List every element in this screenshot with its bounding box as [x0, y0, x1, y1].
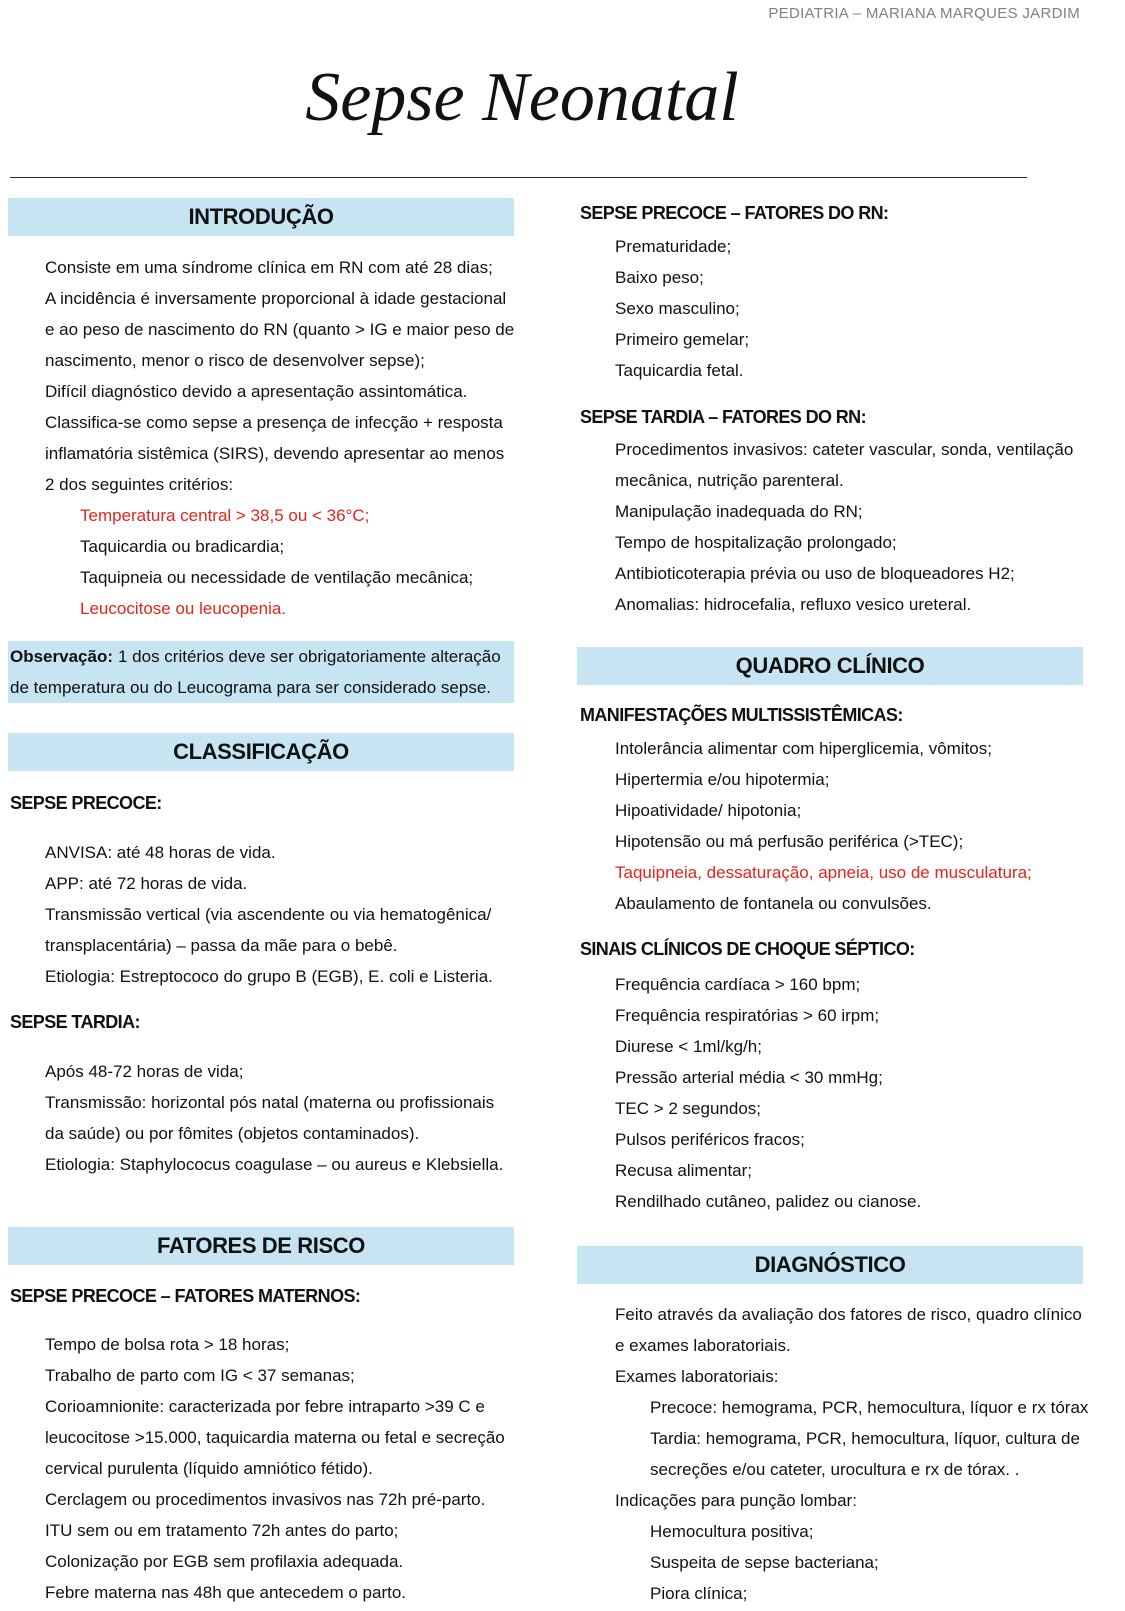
exame-item: secreções e/ou cateter, urocultura e rx de tórax. . [650, 1460, 1020, 1479]
intro-line: inflamatória sistêmica (SIRS), devendo apresentar ao menos [45, 444, 505, 463]
subheading-fatores-rn-precoce: SEPSE PRECOCE – FATORES DO RN: [580, 203, 889, 223]
list-item: Taquicardia fetal. [615, 361, 744, 380]
list-item: Hipotensão ou má perfusão periférica (>TEC); [615, 832, 964, 851]
puncao-list [650, 1516, 879, 1609]
observation-label: Observação: [10, 647, 113, 666]
list-item: Transmissão: horizontal pós natal (materna ou profissionais [45, 1093, 495, 1112]
list-item: Antibioticoterapia prévia ou uso de bloqueadores H2; [615, 564, 1015, 583]
list-item: Intolerância alimentar com hiperglicemia, vômitos; [615, 739, 992, 758]
list-item: da saúde) ou por fômites (objetos contaminados). [45, 1124, 420, 1143]
subheading-choque-septico: SINAIS CLÍNICOS DE CHOQUE SÉPTICO: [580, 939, 915, 959]
list-item: cervical purulenta (líquido amniótico fétido). [45, 1459, 373, 1478]
fatores-maternos-list [45, 1329, 505, 1608]
intro-line: Consiste em uma síndrome clínica em RN com até 28 dias; [45, 258, 493, 277]
list-item: Hipoatividade/ hipotonia; [615, 801, 802, 820]
diagnostico-text [615, 1299, 1082, 1392]
list-item: Colonização por EGB sem profilaxia adequada. [45, 1552, 404, 1571]
list-item: Pulsos periféricos fracos; [615, 1130, 805, 1149]
list-item: Procedimentos invasivos: cateter vascular, sonda, ventilação [615, 440, 1074, 459]
list-item-highlighted: Taquipneia, dessaturação, apneia, uso de musculatura; [615, 863, 1032, 882]
manifestacoes-list [615, 733, 1032, 919]
list-item: TEC > 2 segundos; [615, 1099, 762, 1118]
list-item: Recusa alimentar; [615, 1161, 753, 1180]
list-item: Pressão arterial média < 30 mmHg; [615, 1068, 883, 1087]
criterion-temperature: Temperatura central > 38,5 ou < 36°C; [80, 506, 370, 525]
list-item: Tempo de hospitalização prolongado; [615, 533, 897, 552]
section-heading-fatores-de-risco: FATORES DE RISCO [8, 1227, 514, 1265]
sirs-criteria-list [80, 500, 473, 624]
intro-line: 2 dos seguintes critérios: [45, 475, 234, 494]
exame-item: Precoce: hemograma, PCR, hemocultura, líquor e rx tórax [650, 1398, 1089, 1417]
list-item: Transmissão vertical (via ascendente ou via hematogênica/ [45, 905, 492, 924]
choque-septico-list [615, 969, 921, 1217]
list-item: Após 48-72 horas de vida; [45, 1062, 244, 1081]
list-item: Manipulação inadequada do RN; [615, 502, 863, 521]
list-item: Corioamnionite: caracterizada por febre intraparto >39 C e [45, 1397, 485, 1416]
observation-line: de temperatura ou do Leucograma para ser considerado sepse. [10, 678, 492, 697]
list-item: APP: até 72 horas de vida. [45, 874, 248, 893]
running-header: PEDIATRIA – MARIANA MARQUES JARDIM [768, 5, 1080, 22]
list-item: Frequência cardíaca > 160 bpm; [615, 975, 861, 994]
subheading-fatores-maternos: SEPSE PRECOCE – FATORES MATERNOS: [10, 1286, 361, 1306]
observation-box [8, 641, 514, 703]
puncao-item: Piora clínica; [650, 1584, 748, 1603]
list-item: Cerclagem ou procedimentos invasivos nas 72h pré-parto. [45, 1490, 486, 1509]
intro-line: Difícil diagnóstico devido a apresentação assintomática. [45, 382, 468, 401]
criterion-heart-rate: Taquicardia ou bradicardia; [80, 537, 285, 556]
list-item: Tempo de bolsa rota > 18 horas; [45, 1335, 290, 1354]
criterion-leukocytes: Leucocitose ou leucopenia. [80, 599, 287, 618]
subheading-fatores-rn-tardia: SEPSE TARDIA – FATORES DO RN: [580, 407, 866, 427]
list-item: Sexo masculino; [615, 299, 740, 318]
list-item: transplacentária) – passa da mãe para o bebê. [45, 936, 398, 955]
diagnostico-line: Feito através da avaliação dos fatores de risco, quadro clínico [615, 1305, 1082, 1324]
puncao-item: Suspeita de sepse bacteriana; [650, 1553, 879, 1572]
list-item: Etiologia: Estreptococo do grupo B (EGB), E. coli e Listeria. [45, 967, 493, 986]
list-item: Rendilhado cutâneo, palidez ou cianose. [615, 1192, 922, 1211]
list-item: mecânica, nutrição parenteral. [615, 471, 844, 490]
section-heading-quadro-clinico: QUADRO CLÍNICO [577, 647, 1083, 685]
diagnostico-line: e exames laboratoriais. [615, 1336, 791, 1355]
list-item: ITU sem ou em tratamento 72h antes do parto; [45, 1521, 399, 1540]
intro-line: Classifica-se como sepse a presença de infecção + resposta [45, 413, 503, 432]
list-item: Abaulamento de fontanela ou convulsões. [615, 894, 932, 913]
intro-line: e ao peso de nascimento do RN (quanto > IG e maior peso de [45, 320, 515, 339]
list-item: Etiologia: Staphylococus coagulase – ou aureus e Klebsiella. [45, 1155, 504, 1174]
list-item: ANVISA: até 48 horas de vida. [45, 843, 276, 862]
exame-item: Tardia: hemograma, PCR, hemocultura, líquor, cultura de [650, 1429, 1080, 1448]
intro-line: A incidência é inversamente proporcional à idade gestacional [45, 289, 507, 308]
list-item: Prematuridade; [615, 237, 732, 256]
puncao-title: Indicações para punção lombar: [615, 1491, 857, 1510]
fatores-rn-tardia-list [615, 434, 1073, 620]
fatores-rn-precoce-list [615, 231, 749, 386]
section-heading-classificacao: CLASSIFICAÇÃO [8, 733, 514, 771]
puncao-item: Hemocultura positiva; [650, 1522, 814, 1541]
page-title: Sepse Neonatal [305, 59, 739, 136]
intro-text [45, 252, 514, 500]
list-item: Diurese < 1ml/kg/h; [615, 1037, 762, 1056]
list-item: Anomalias: hidrocefalia, refluxo vesico ureteral. [615, 595, 972, 614]
list-item: Febre materna nas 48h que antecedem o parto. [45, 1583, 407, 1602]
sepse-precoce-list [45, 837, 493, 992]
list-item: leucocitose >15.000, taquicardia materna ou fetal e secreção [45, 1428, 505, 1447]
section-heading-diagnostico: DIAGNÓSTICO [577, 1246, 1083, 1284]
list-item: Hipertermia e/ou hipotermia; [615, 770, 830, 789]
subheading-sepse-tardia: SEPSE TARDIA: [10, 1012, 140, 1032]
subheading-sepse-precoce: SEPSE PRECOCE: [10, 793, 162, 813]
title-divider [10, 177, 1027, 178]
list-item: Primeiro gemelar; [615, 330, 750, 349]
subheading-manifestacoes: MANIFESTAÇÕES MULTISSISTÊMICAS: [580, 705, 903, 725]
exames-list [650, 1392, 1088, 1485]
section-heading-introducao: INTRODUÇÃO [8, 198, 514, 236]
diagnostico-line: Exames laboratoriais: [615, 1367, 779, 1386]
list-item: Frequência respiratórias > 60 irpm; [615, 1006, 880, 1025]
observation-line [10, 641, 514, 672]
puncao-heading [615, 1485, 857, 1516]
observation-text: 1 dos critérios deve ser obrigatoriamente alteração [118, 647, 501, 666]
list-item: Trabalho de parto com IG < 37 semanas; [45, 1366, 355, 1385]
list-item: Baixo peso; [615, 268, 704, 287]
intro-line: nascimento, menor o risco de desenvolver sepse); [45, 351, 425, 370]
sepse-tardia-list [45, 1056, 503, 1180]
criterion-respiratory: Taquipneia ou necessidade de ventilação mecânica; [80, 568, 474, 587]
